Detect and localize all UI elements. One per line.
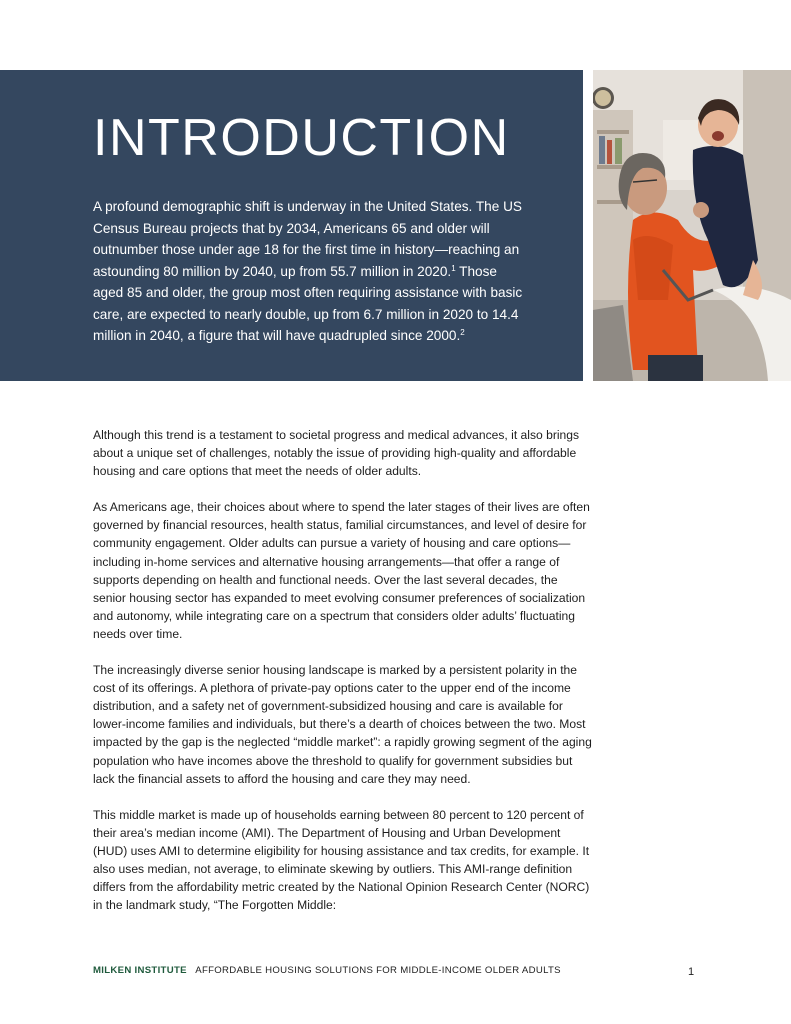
body-paragraph: As Americans age, their choices about where to spend the later stages of their lives are often governed by financial resources, health status, familial circumstances, and level of desire for community engagement. Older adults can pursue a variety of housing and care options—including in-home services and alternative housing arrangements—that offer a range of supports depending on health and functional needs. Over the last several decades, the senior housing sector has expanded to meet evolving consumer preferences of socialization and autonomy, while integrating care on a spectrum that considers older adults’ fluctuating needs over time. — [93, 500, 590, 641]
body-paragraph: This middle market is made up of households earning between 80 percent to 120 percent of their area’s median income (AMI). The Department of Housing and Urban Development (HUD) uses AMI to determine eligibility for housing assistance and tax credits, for example. It also uses median, not average, to eliminate skewing by outliers. This AMI-range definition differs from the affordability metric created by the National Opinion Research Center (NORC) in the landmark study, “The Forgotten Middle: — [93, 807, 590, 913]
hero-paragraph — [93, 196, 523, 347]
hero-paragraph-part-1: A profound demographic shift is underway in the United States. The US Census Bureau projects that by 2034, Americans 65 and older will outnumber those under age 18 for the first time in history—reaching an astounding 80 million by 2040, up from 55.7 million in 2020. — [93, 199, 522, 279]
body-copy — [93, 426, 593, 932]
footer-title: AFFORDABLE HOUSING SOLUTIONS FOR MIDDLE-INCOME OLDER ADULTS — [195, 965, 561, 976]
page-title: INTRODUCTION — [93, 109, 510, 167]
photo-illustration — [593, 70, 791, 381]
page-footer — [93, 965, 703, 981]
hero-paragraph-part-2: Those aged 85 and older, the group most often requiring assistance with basic care, are expected to nearly double, up from 6.7 million in 2020 to 14.4 million in 2040, a figure that will have quadrupled since 2000. — [93, 263, 523, 343]
footnote-marker-1[interactable]: 1 — [451, 263, 456, 273]
body-paragraph: The increasingly diverse senior housing landscape is marked by a persistent polarity in the cost of its offerings. A plethora of private-pay options cater to the upper end of the income distribution, and a safety net of government-subsidized housing and care is available for lower-income families and individuals, but there’s a dearth of choices between the two. Most impacted by the gap is the neglected “middle market”: a rapidly growing segment of the aging population who have incomes above the threshold to qualify for government subsidies but lack the financial assets to afford the housing and care they may need. — [93, 663, 592, 786]
footer-brand: MILKEN INSTITUTE — [93, 965, 187, 976]
footnote-marker-2[interactable]: 2 — [460, 328, 465, 337]
body-paragraph: Although this trend is a testament to societal progress and medical advances, it also brings about a unique set of challenges, notably the issue of providing high-quality and affordable housing and care options that meet the needs of older adults. — [93, 428, 580, 479]
grandmother-child-photo — [593, 70, 791, 381]
page-number: 1 — [688, 966, 695, 978]
